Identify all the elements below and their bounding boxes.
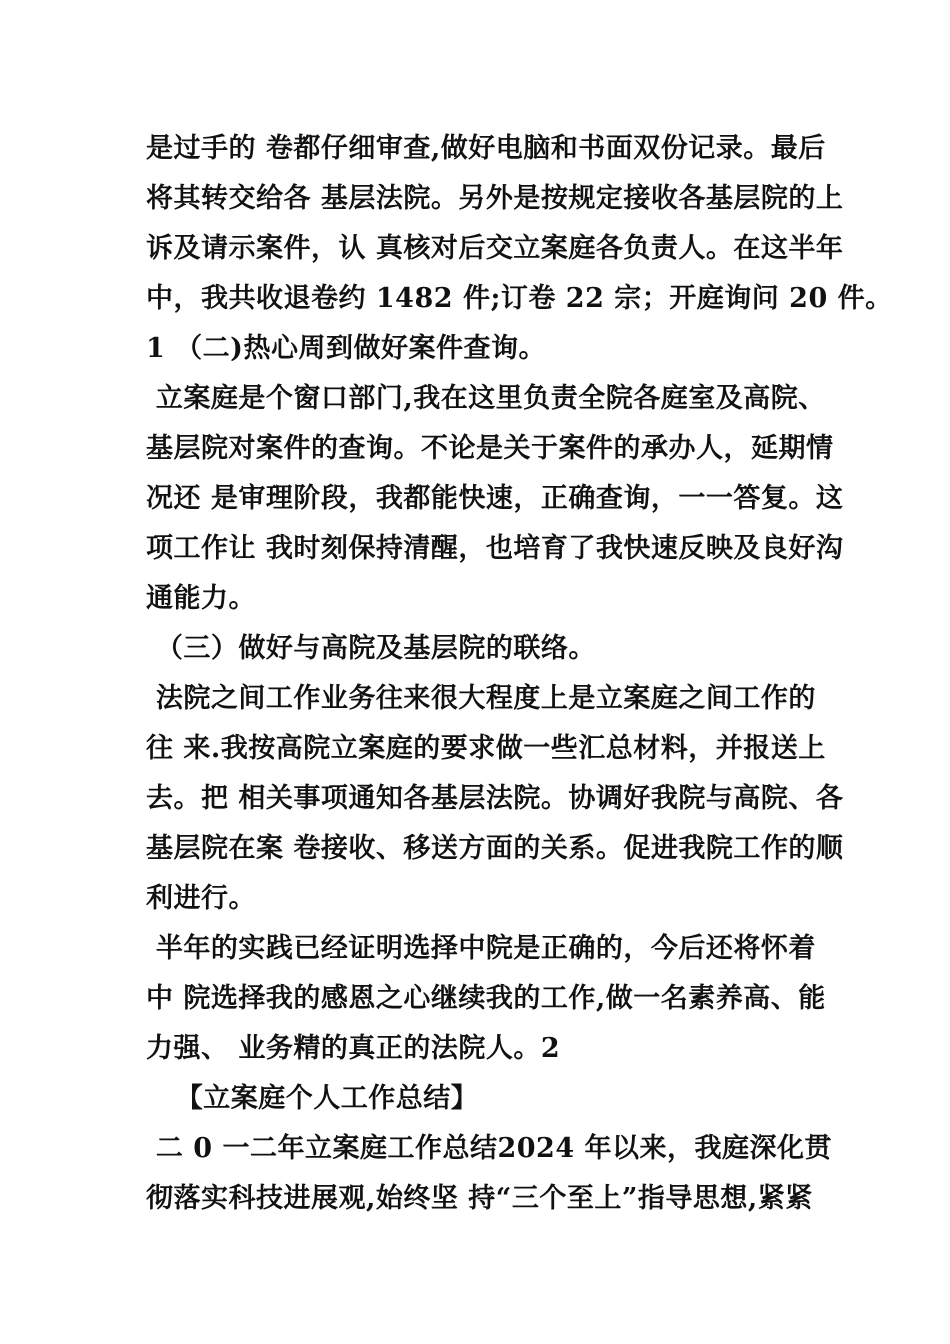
text-line: 项工作让 我时刻保持清醒，也培育了我快速反映及良好沟: [146, 533, 844, 564]
section-title: 【立案庭个人工作总结】: [146, 1083, 479, 1114]
text-line: 中，我共收退卷约 1482 件;订卷 22 宗；开庭询问 20 件。: [146, 283, 893, 314]
text-line: 诉及请示案件，认 真核对后交立案庭各负责人。在这半年: [146, 233, 844, 264]
text-line: 立案庭是个窗口部门,我在这里负责全院各庭室及高院、: [146, 383, 826, 414]
text-line: 将其转交给各 基层法院。另外是按规定接收各基层院的上: [146, 183, 844, 214]
text-line: 二 0 一二年立案庭工作总结2024 年以来，我庭深化贯: [146, 1133, 833, 1164]
text-line: 通能力。: [146, 583, 256, 614]
text-line: 中 院选择我的感恩之心继续我的工作,做一名素养高、能: [146, 983, 826, 1014]
section-heading: （三）做好与高院及基层院的联络。: [146, 633, 596, 664]
text-line: 况还 是审理阶段，我都能快速，正确查询，一一答复。这: [146, 483, 844, 514]
text-line: 彻落实科技进展观,始终坚 持“三个至上”指导思想,紧紧: [146, 1183, 813, 1214]
text-line: 基层院在案 卷接收、移送方面的关系。促进我院工作的顺: [146, 833, 844, 864]
text-line: 力强、 业务精的真正的法院人。2: [146, 1033, 561, 1064]
text-line: 去。把 相关事项通知各基层法院。协调好我院与高院、各: [146, 783, 844, 814]
text-line: 往 来.我按高院立案庭的要求做一些汇总材料，并报送上: [146, 733, 826, 764]
text-line: 法院之间工作业务往来很大程度上是立案庭之间工作的: [146, 683, 816, 714]
text-line: 是过手的 卷都仔细审查,做好电脑和书面双份记录。最后: [146, 133, 826, 164]
text-line: 基层院对案件的查询。不论是关于案件的承办人，延期情: [146, 433, 834, 464]
text-line: 半年的实践已经证明选择中院是正确的，今后还将怀着: [146, 933, 816, 964]
section-heading: 1 （二)热心周到做好案件查询。: [146, 333, 546, 364]
text-line: 利进行。: [146, 883, 256, 914]
